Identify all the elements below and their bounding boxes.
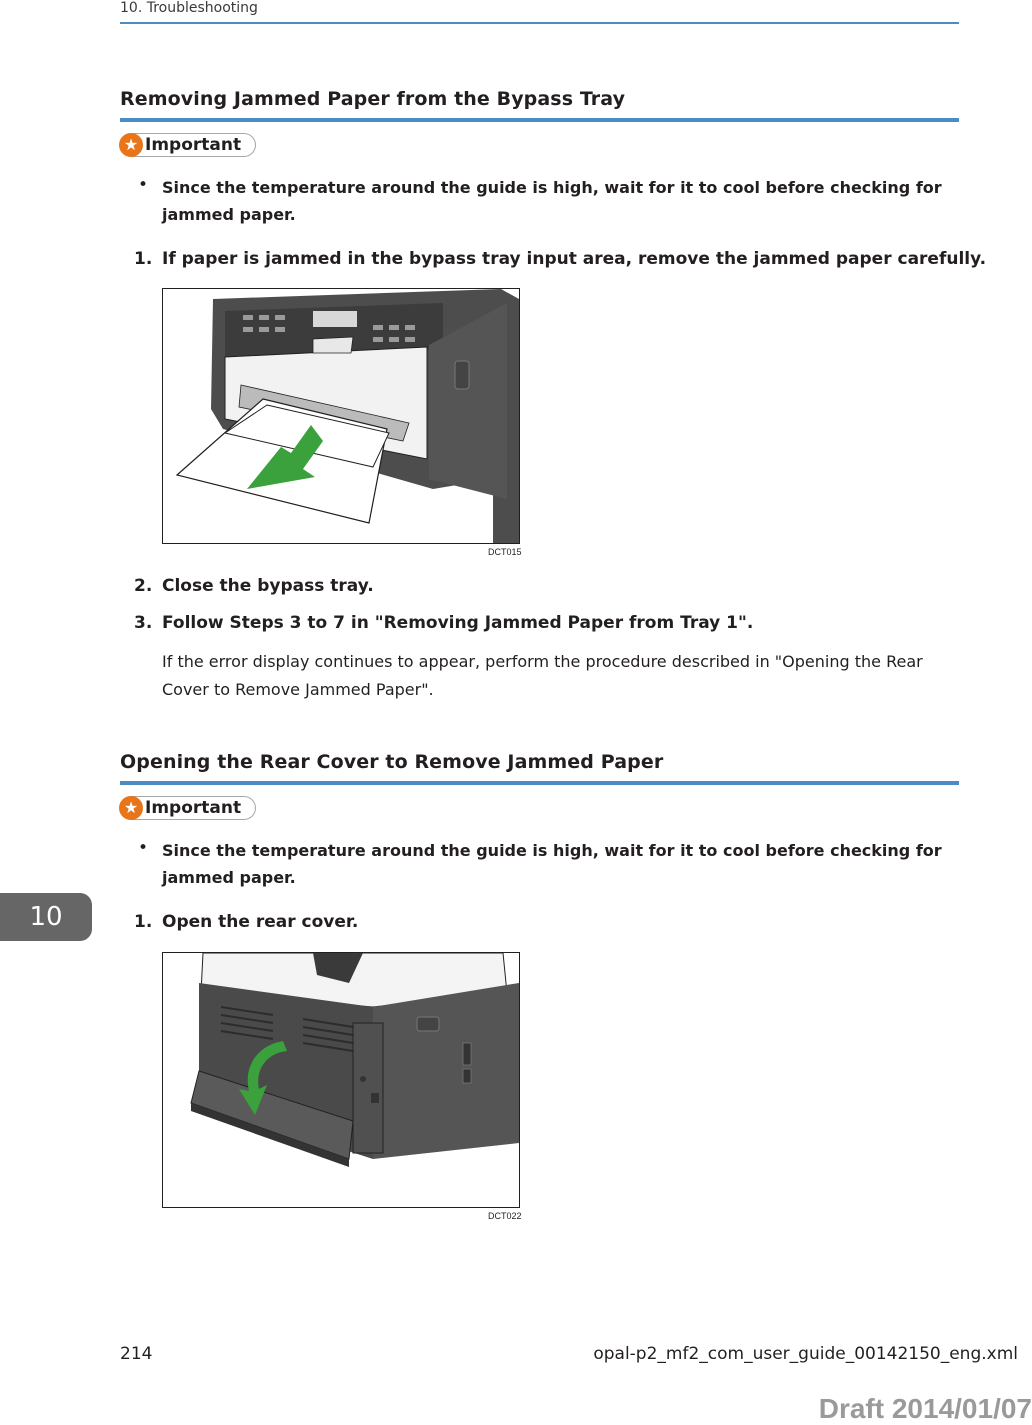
bullet-icon: • [138,838,149,858]
figure-bypass-tray [162,288,520,544]
header-rule [120,22,959,24]
chapter-tab: 10 [0,893,92,941]
lcd-icon [313,311,357,327]
draft-stamp: Draft 2014/01/07 [818,1393,1032,1424]
section-rule [120,118,959,122]
star-icon: ★ [119,133,143,157]
printer-front-illustration [163,289,520,544]
section-rule [120,781,959,785]
step-text: Open the rear cover. [162,912,359,932]
step-text: Close the bypass tray. [162,576,374,596]
important-label: Important [145,798,242,818]
section-title: Opening the Rear Cover to Remove Jammed Paper [120,751,664,773]
page-number: 214 [120,1344,153,1364]
star-icon: ★ [119,796,143,820]
bullet-icon: • [138,175,149,195]
important-badge [120,133,256,157]
step-number: 1. [134,249,153,269]
important-note: Since the temperature around the guide is high, wait for it to cool before checking for jammed paper. [162,178,942,224]
step-text: If paper is jammed in the bypass tray input area, remove the jammed paper carefully. [162,249,987,269]
step-number: 3. [134,613,153,633]
important-badge [120,796,256,820]
printer-rear-illustration [163,953,520,1208]
step-detail: If the error display continues to appear, perform the procedure described in "Opening the Rear Cover to Remove Jammed Paper". [162,652,923,699]
section-title: Removing Jammed Paper from the Bypass Tray [120,88,626,110]
figure-code: DCT015 [488,547,522,557]
important-note: Since the temperature around the guide is high, wait for it to cool before checking for jammed paper. [162,841,942,887]
step-text: Follow Steps 3 to 7 in "Removing Jammed Paper from Tray 1". [162,613,754,633]
important-label: Important [145,135,242,155]
running-head: 10. Troubleshooting [120,0,258,16]
step-number: 2. [134,576,153,596]
figure-rear-cover [162,952,520,1208]
figure-code: DCT022 [488,1211,522,1221]
file-name: opal-p2_mf2_com_user_guide_00142150_eng.xml [593,1344,1018,1364]
step-number: 1. [134,912,153,932]
